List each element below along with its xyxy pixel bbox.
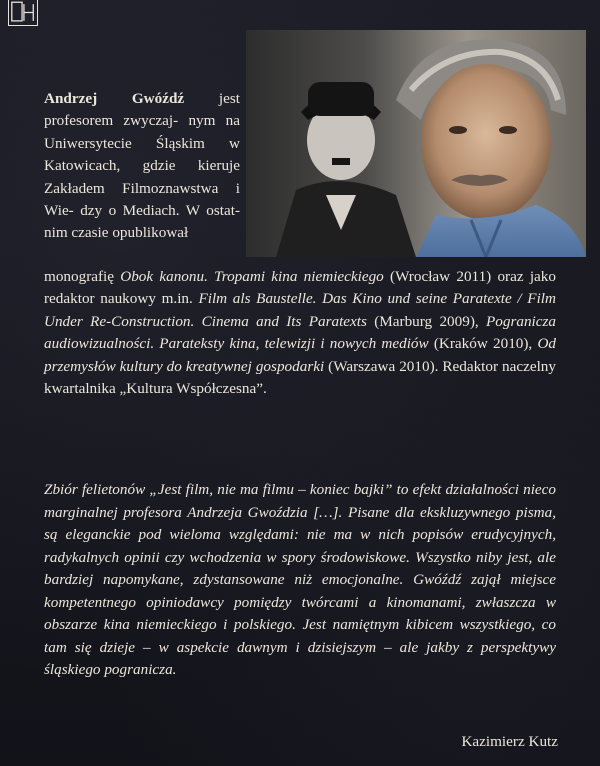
author-bio-intro	[44, 88, 240, 245]
bio-text: (Warszawa 2010). Redaktor naczelny kwartalnika „Kultura Współczesna”.	[44, 357, 556, 398]
bio-line: Filmoznawstwa i Wie-	[44, 179, 240, 220]
book-title: Od przemysłów kultury do kreatywnej gospodarki	[44, 335, 556, 375]
bio-text: (Marburg 2009),	[366, 312, 486, 330]
author-name: Andrzej Gwóźdź	[44, 90, 185, 107]
review-signature: Kazimierz Kutz	[461, 733, 558, 750]
book-title: Film als Baustelle. Das Kino und seine Paratexte / Film Under Re-Construction. Cinema and Its Paratexts	[44, 290, 556, 330]
book-title: Obok kanonu. Tropami kina niemieckiego	[120, 268, 384, 285]
author-bio-publications	[44, 266, 556, 400]
bio-line: nim czasie opublikował	[44, 224, 189, 242]
bio-line: jest profesorem zwyczaj-	[44, 90, 240, 130]
bio-text: (Kraków 2010),	[428, 335, 538, 353]
publisher-logo	[8, 0, 38, 26]
author-photo	[246, 30, 586, 257]
bio-text: monografię	[44, 268, 121, 285]
bio-line: gdzie kieruje Zakładem	[44, 157, 241, 197]
book-title: Pogranicza audiowizualności. Parateksty kina, telewizji i nowych mediów	[44, 312, 557, 353]
bio-line: nym na Uniwersytecie	[44, 112, 241, 152]
bio-text: (Wrocław 2011) oraz jako redaktor naukowy m.in.	[44, 268, 556, 308]
bio-line: Śląskim w Katowicach,	[44, 134, 240, 175]
publisher-logo-icon	[9, 0, 37, 25]
bio-line: dzy o Mediach. W ostat-	[80, 202, 240, 220]
review-quote: Zbiór felietonów „Jest film, nie ma filmu – koniec bajki” to efekt działalności nieco marginalnej profesora Andrzeja Gwoździa […]. Pisane dla ekskluzywnego pisma, są eleganckie pod wieloma względami: nie ma w nich popisów erudycyjnych, radykalnych opinii czy wchodzenia w spory środowiskowe. Wszystko niby jest, ale bardziej napomykane, zdystansowane niż emocjonalne. Gwóźdź zajął miejsce kompetentnego opiniodawcy pomiędzy twórcami a kinomanami, zwłaszcza w obszarze kina niemieckiego i polskiego. Jest namiętnym kibicem wszystkiego, co tam się dzieje – w aspekcie dawnym i dzisiejszym – ale jakby z perspektywy śląskiego pogranicza.	[44, 481, 556, 678]
